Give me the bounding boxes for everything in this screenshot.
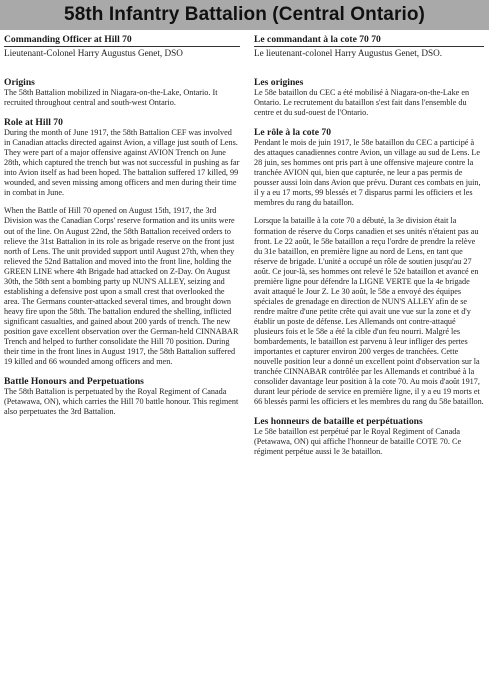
en-role-paragraph-2: When the Battle of Hill 70 opened on August 15th, 1917, the 3rd Division was the Canadian Corps' reserve formation and its units were out of the line. On August 22nd, the 58th Battalion received orders to relieve the 31st Battalion in its role as brigade reserve on the front just north of Lens. The unit provided support until August 27th, when they relieved the 52nd Battalion and moved into the front line, holding the GREEN LINE where 4th Brigade had attacked on Z-Day. On August 30th, the 58th sent a bombing party up NUN'S ALLEY, seizing and establishing a defensive post upon a small crest that overlooked the area. The Germans counter-attacked several times, and brought down heavy fire upon the 58th. The battalion endured the shelling, inflicted significant casualties, and gained about 200 yards of trench. The new position gave excellent observation over the German-held CINNABAR Trench and helped to further consolidate the Hill 70 position. During their time in the front lines in August 1917, the 58th Battalion suffered 19 killed and 66 wounded among officers and men. — [4, 206, 239, 367]
en-origins-text: The 58th Battalion mobilized in Niagara-on-the-Lake, Ontario. It recruited throughout central and south-west Ontario. — [4, 88, 218, 108]
en-role-section — [4, 117, 240, 367]
french-column — [254, 34, 484, 467]
en-commanding-heading: Commanding Officer at Hill 70 — [4, 34, 240, 47]
en-role-heading: Role at Hill 70 — [4, 117, 63, 129]
fr-role-paragraph-1: Pendant le mois de juin 1917, le 58e bataillon du CEC a participé à des attaques canadiennes contre Avion, un village au sud de Lens. Le 28 juin, ses hommes ont pris part à une offensive majeure contre la tranchée AVION qui, bien que capturée, ne leur a pas permis de pousser aussi loin dans Avion que prévu. Durant ces combats en juin, il y a eu 17 morts, 99 blessés et 7 disparus parmi les officiers et les membres du rang du bataillon. — [254, 138, 481, 208]
en-origins-section — [4, 77, 240, 108]
fr-commanding-name: Le lieutenant-colonel Harry Augustus Genet, DSO. — [254, 48, 443, 58]
fr-honours-heading: Les honneurs de bataille et perpétuations — [254, 416, 423, 428]
fr-honours-text: Le 58e bataillon est perpétué par le Royal Regiment of Canada (Petawawa, ON) qui affiche l'honneur de bataille COTE 70. Ce régiment perpétue aussi le 3e bataillon. — [254, 427, 462, 457]
fr-commanding-section — [254, 34, 484, 59]
fr-role-paragraph-2: Lorsque la bataille à la cote 70 a débuté, la 3e division était la formation de réserve du Corps canadien et ses unités n'étaient pas au front. Le 22 août, le 58e bataillon a reçu l'ordre de prendre la relève du 31e bataillon, en première ligne au nord de Lens, en tant que réserve de brigade. L'unité a occupé un rôle de soutien jusqu'au 27 août. Ce jour-là, ses hommes ont relevé le 52e bataillon et avancé en première ligne pour défendre la LIGNE VERTE que la 4e brigade avait attaqué le Jour Z. Le 30 août, le 58e a envoyé des équipes spéciales de grenadage en direction de NUN'S ALLEY afin de se rendre maître d'une petite crête qui avait une vue sur la zone et d'y établir un poste de défense. Les Allemands ont contre-attaqué plusieurs fois et le 58e a été la cible d'un feu nourri. Malgré les bombardements, le bataillon est parvenu à leur infliger des pertes importantes et capturer environ 200 verges de tranchées. Cette nouvelle position leur a donné un excellent point d'observation sur la tranchée CINNABAR contrôlée par les Allemands et contribué à la consolider davantage leur position à la cote 70. Au mois d'août 1917, durant leur période de service en première ligne, il y a eu 19 morts et 66 blessés parmi les officiers et les membres du rang du 58e bataillon. — [254, 216, 484, 407]
en-role-paragraph-1: During the month of June 1917, the 58th Battalion CEF was involved in Canadian attacks directed against Avion, a village just south of Lens. They were part of a major offensive against AVION Trench on June 28th, which captured the trench but was not successful in pushing as far into Avion itself as had been hoped. The battalion suffered 17 killed, 99 wounded, and seven missing among officers and men during their time in combat in June. — [4, 128, 240, 198]
fr-role-section — [254, 127, 484, 407]
fr-honours-section — [254, 416, 484, 457]
english-column — [4, 34, 240, 426]
en-commanding-section — [4, 34, 240, 59]
fr-origins-section — [254, 77, 484, 118]
fr-origins-text: Le 58e bataillon du CEC a été mobilisé à Niagara-on-the-Lake en Ontario. Le recrutement du bataillon s'est fait dans l'ensemble du centre et du sud-ouest de l'Ontario. — [254, 88, 470, 118]
en-honours-section — [4, 376, 240, 417]
en-honours-text: The 58th Battalion is perpetuated by the Royal Regiment of Canada (Petawawa, ON), which carries the Hill 70 battle honour. This regiment also perpetuates the 3rd Battalion. — [4, 387, 239, 417]
en-honours-heading: Battle Honours and Perpetuations — [4, 376, 144, 388]
en-origins-heading: Origins — [4, 77, 35, 88]
title-banner — [0, 0, 489, 30]
fr-role-heading: Le rôle à la cote 70 — [254, 127, 331, 139]
page-title: 58th Infantry Battalion (Central Ontario) — [64, 4, 425, 25]
fr-origins-heading: Les origines — [254, 77, 304, 88]
en-commanding-name: Lieutenant-Colonel Harry Augustus Genet, DSO — [4, 48, 183, 58]
fr-commanding-heading: Le commandant à la cote 70 70 — [254, 34, 484, 47]
